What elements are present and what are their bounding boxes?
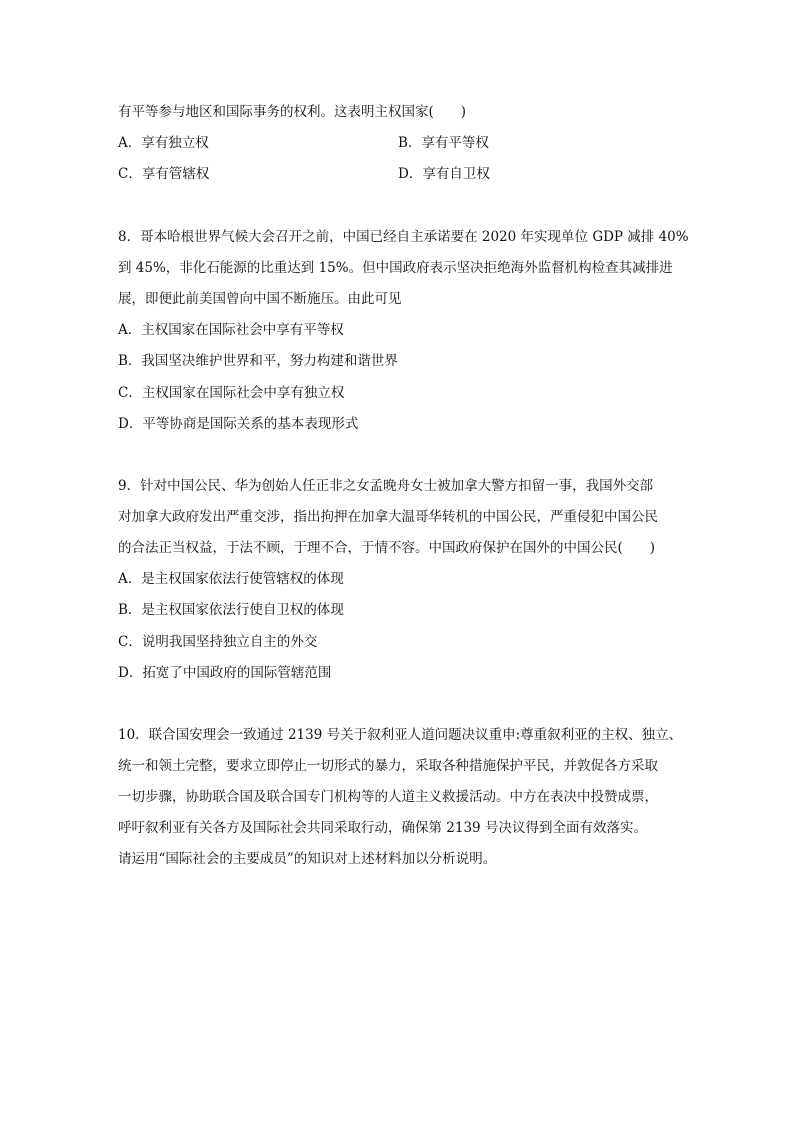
q10-stem-line-4: 呼吁叙利亚有关各方及国际社会共同采取行动，确保第 2139 号决议得到全面有效落实。 bbox=[118, 820, 647, 836]
q8-option-c: C．主权国家在国际社会中享有独立权 bbox=[118, 385, 345, 401]
q8-option-b: B．我国坚决维护世界和平，努力构建和谐世界 bbox=[118, 353, 398, 369]
q9-option-b: B．是主权国家依法行使自卫权的体现 bbox=[118, 602, 344, 618]
q7-option-b: B．享有平等权 bbox=[398, 135, 489, 151]
q9-stem-line-2: 对加拿大政府发出严重交涉，指出拘押在加拿大温哥华转机的中国公民，严重侵犯中国公民 bbox=[118, 509, 658, 525]
q10-prompt: 请运用“国际社会的主要成员”的知识对上述材料加以分析说明。 bbox=[118, 851, 497, 867]
q9-stem-line-3: 的合法正当权益，于法不顾，于理不合，于情不容。中国政府保护在国外的中国公民( ) bbox=[118, 540, 656, 556]
q7-option-c: C．享有管辖权 bbox=[118, 166, 210, 182]
q9-option-d: D．拓宽了中国政府的国际管辖范围 bbox=[118, 665, 332, 681]
q8-stem-line-3: 展，即便此前美国曾向中国不断施压。由此可见 bbox=[118, 291, 402, 307]
q9-option-c: C．说明我国坚持独立自主的外交 bbox=[118, 634, 318, 650]
q9-option-a: A．是主权国家依法行使管辖权的体现 bbox=[118, 571, 344, 587]
q8-option-a: A．主权国家在国际社会中享有平等权 bbox=[118, 322, 344, 338]
q10-stem-line-1: 10．联合国安理会一致通过 2139 号关于叙利亚人道问题决议重申:尊重叙利亚的主权、独立、 bbox=[118, 727, 683, 743]
q10-stem-line-2: 统一和领土完整，要求立即停止一切形式的暴力，采取各种措施保护平民，并敦促各方采取 bbox=[118, 758, 658, 774]
q10-stem-line-3: 一切步骤，协助联合国及联合国专门机构等的人道主义救援活动。中方在表决中投赞成票， bbox=[118, 789, 658, 805]
q7-option-d: D．享有自卫权 bbox=[398, 166, 490, 182]
q7-stem-tail: 有平等参与地区和国际事务的权利。这表明主权国家( ) bbox=[118, 104, 467, 120]
q8-stem-line-1: 8．哥本哈根世界气候大会召开之前，中国已经自主承诺要在 2020 年实现单位 GDP 减排 40% bbox=[118, 229, 689, 245]
q8-stem-line-2: 到 45%，非化石能源的比重达到 15%。但中国政府表示坚决拒绝海外监督机构检查其减排进 bbox=[118, 260, 673, 276]
q9-stem-line-1: 9．针对中国公民、华为创始人任正非之女孟晚舟女士被加拿大警方扣留一事，我国外交部 bbox=[118, 478, 654, 494]
q7-option-a: A．享有独立权 bbox=[118, 135, 209, 151]
q8-option-d: D．平等协商是国际关系的基本表现形式 bbox=[118, 416, 359, 432]
